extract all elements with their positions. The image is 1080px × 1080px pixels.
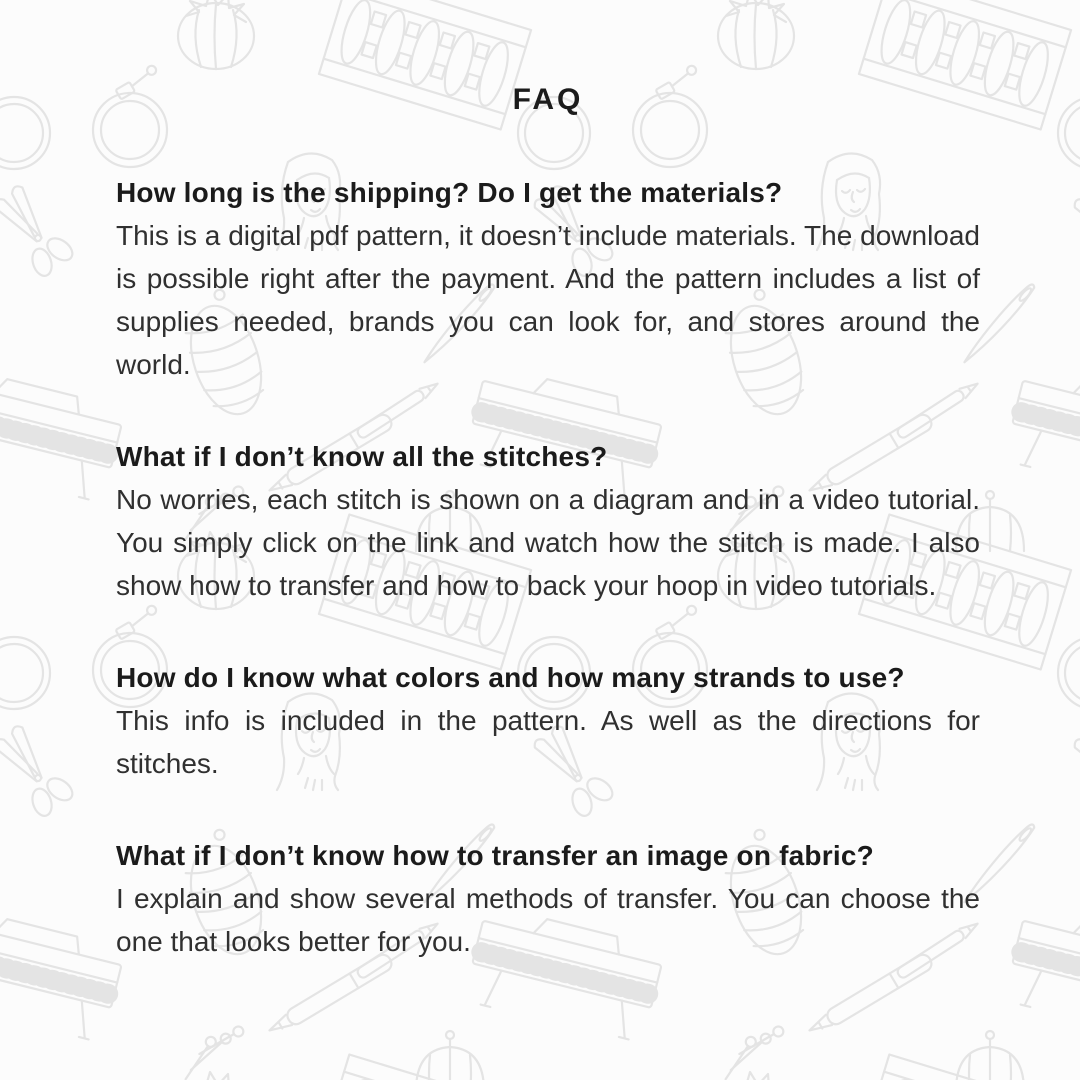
faq-answer: This is a digital pdf pattern, it doesn’t include materials. The download is possible right after the payment. And the pattern includes a list of supplies needed, brands you can look for, and stores around the world. (116, 220, 980, 380)
faq-question: How long is the shipping? Do I get the materials? (116, 177, 783, 208)
faq-item (116, 656, 980, 785)
faq-answer: I explain and show several methods of transfer. You can choose the one that looks better for you. (116, 883, 980, 957)
faq-answer: No worries, each stitch is shown on a diagram and in a video tutorial. You simply click on the link and watch how the stitch is made. I also show how to transfer and how to back your hoop in video tutorials. (116, 484, 980, 601)
faq-question: What if I don’t know all the stitches? (116, 441, 608, 472)
faq-question: What if I don’t know how to transfer an image on fabric? (116, 840, 874, 871)
faq-item (116, 834, 980, 963)
faq-question: How do I know what colors and how many strands to use? (116, 662, 905, 693)
faq-item (116, 435, 980, 607)
page-title: FAQ (512, 83, 584, 116)
faq-answer: This info is included in the pattern. As well as the directions for stitches. (116, 705, 980, 779)
faq-item (116, 171, 980, 386)
faq-content (116, 78, 980, 963)
